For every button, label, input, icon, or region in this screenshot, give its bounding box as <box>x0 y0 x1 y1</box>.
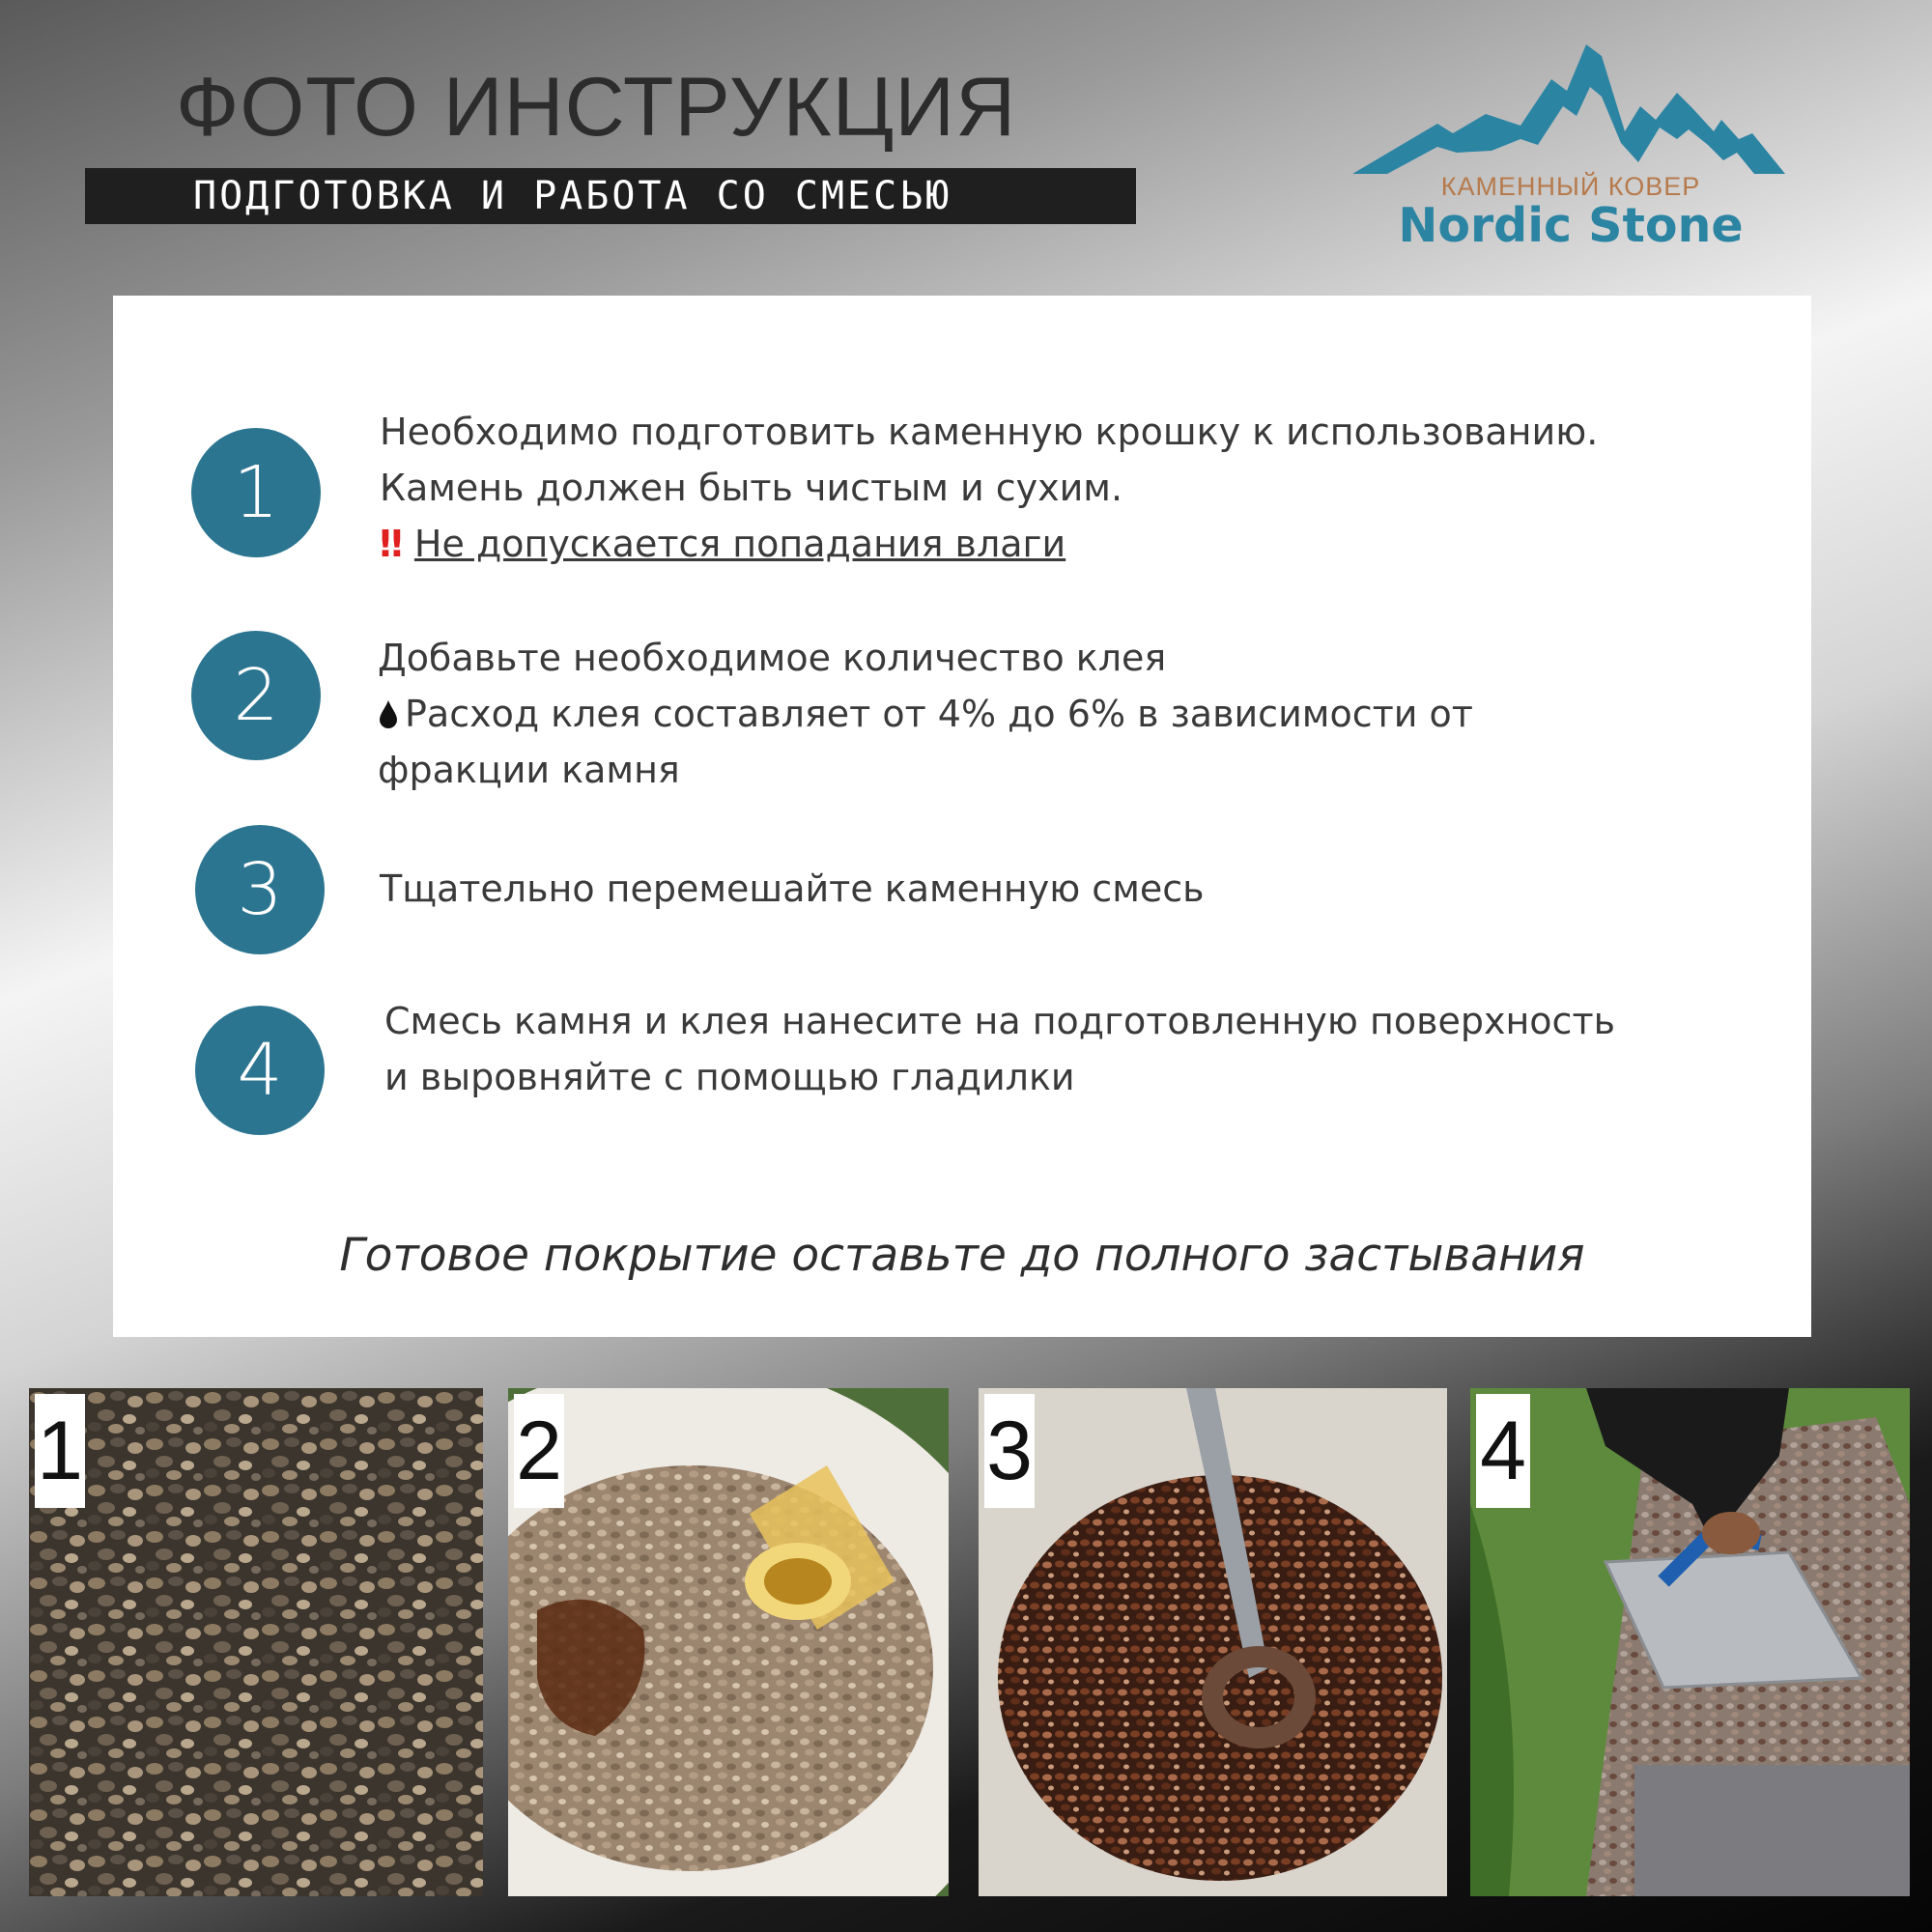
logo-tagline: КАМЕННЫЙ КОВЕР <box>1440 172 1701 201</box>
step-2-line-2-row <box>378 686 1749 742</box>
mixing-stone-image <box>979 1388 1447 1896</box>
step-2-line-2: Расход клея составляет от 4% до 6% в зависимости от <box>405 693 1473 735</box>
step-4-text <box>384 993 1756 1105</box>
brand-logo <box>1349 39 1793 256</box>
step-1-badge: 1 <box>191 428 321 557</box>
photo-1-label: 1 <box>35 1394 85 1508</box>
step-1-line-2: Камень должен быть чистым и сухим. <box>380 467 1123 509</box>
step-2-badge: 2 <box>191 631 321 760</box>
instruction-card <box>113 296 1811 1337</box>
step-4-line-1: Смесь камня и клея нанесите на подготовленную поверхность <box>384 1000 1615 1042</box>
final-note: Готовое покрытие оставьте до полного застывания <box>339 1229 1585 1282</box>
step-1-warning: Не допускается попадания влаги <box>413 523 1066 565</box>
photo-2-label: 2 <box>514 1394 564 1508</box>
step-3-line-1: Тщательно перемешайте каменную смесь <box>380 867 1205 910</box>
photo-step-1 <box>29 1388 483 1896</box>
step-2-line-1: Добавьте необходимое количество клея <box>378 637 1167 679</box>
stone-chips-image <box>29 1388 483 1896</box>
step-4-line-2: и выровняйте с помощью гладилки <box>384 1056 1075 1098</box>
photo-4-label: 4 <box>1476 1394 1530 1508</box>
double-exclamation-icon: ‼ <box>380 523 403 565</box>
step-1-text <box>380 404 1751 572</box>
photo-step-4 <box>1470 1388 1910 1896</box>
mountain-icon <box>1349 39 1793 174</box>
step-3-badge: 3 <box>195 825 325 954</box>
trowel-leveling-image <box>1470 1388 1910 1896</box>
photo-step-2 <box>508 1388 949 1896</box>
step-2-text <box>378 630 1749 798</box>
step-3-text <box>380 861 1751 917</box>
step-2-line-3: фракции камня <box>378 749 680 791</box>
step-1-line-1: Необходимо подготовить каменную крошку к использованию. <box>380 411 1599 453</box>
page-subtitle: ПОДГОТОВКА И РАБОТА СО СМЕСЬЮ <box>193 174 952 218</box>
page-title: ФОТО ИНСТРУКЦИЯ <box>176 61 1017 154</box>
step-4-badge: 4 <box>195 1006 325 1135</box>
logo-brand-name: Nordic Stone <box>1398 198 1744 253</box>
step-1-warning-line <box>380 516 1751 572</box>
photo-3-label: 3 <box>984 1394 1035 1508</box>
photo-step-3 <box>979 1388 1447 1896</box>
pouring-glue-image <box>508 1388 949 1896</box>
drop-icon <box>378 699 399 728</box>
subtitle-bar <box>85 168 1136 224</box>
